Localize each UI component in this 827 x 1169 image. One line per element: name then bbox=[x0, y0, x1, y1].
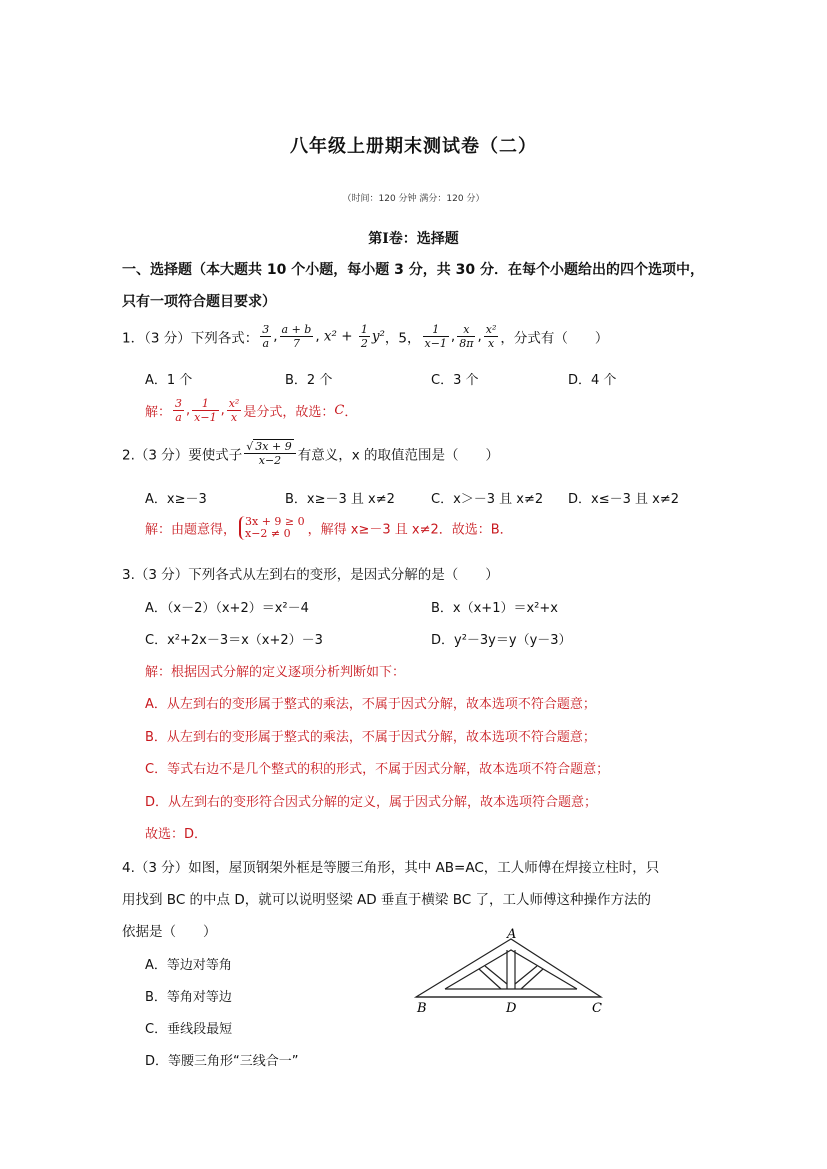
q2-solution: 解：由题意得， 3x + 9 ≥ 0 x−2 ≠ 0 ，解得 x≥－3 且 x≠2．故选：B． bbox=[145, 515, 513, 540]
truss-brace-left bbox=[479, 969, 501, 989]
q3-option-c: C．x²+2x－3＝x（x+2）－3 bbox=[145, 633, 323, 648]
q1-option-c: C．3 个 bbox=[431, 373, 479, 388]
q2-option-a: A．x≥－3 bbox=[145, 492, 207, 507]
q4-option-b: B．等角对等边 bbox=[145, 990, 232, 1005]
q2-option-d: D．x≤－3 且 x≠2 bbox=[568, 492, 679, 507]
exam-info: （时间：120 分钟 满分：120 分） bbox=[342, 194, 485, 204]
q3-option-b: B．x（x+1）＝x²+x bbox=[431, 601, 558, 616]
truss-brace-left-2 bbox=[485, 966, 507, 984]
truss-brace-right-2 bbox=[515, 966, 537, 984]
question-4-stem-line3: 依据是（ ） bbox=[122, 924, 217, 940]
question-3-stem: 3.（3 分）下列各式从左到右的变形，是因式分解的是（ ） bbox=[122, 567, 499, 583]
q3-option-a: A．（x－2）（x+2）＝x²－4 bbox=[145, 601, 309, 616]
truss-inner-rafter bbox=[445, 950, 577, 989]
roof-truss-figure bbox=[405, 928, 620, 1020]
q2-option-c: C．x＞－3 且 x≠2 bbox=[431, 492, 544, 507]
q3-solution-line: D．从左到右的变形符合因式分解的定义，属于因式分解，故本选项符合题意； bbox=[145, 795, 598, 810]
question-4-stem-line2: 用找到 BC 的中点 D，就可以说明竖梁 AD 垂直于横梁 BC 了，工人师傅这种操作方法的 bbox=[122, 892, 651, 908]
point-label-b: B bbox=[417, 1001, 427, 1016]
q1-option-b: B．2 个 bbox=[285, 373, 333, 388]
point-label-a: A bbox=[507, 928, 517, 942]
q3-solution-line: C．等式右边不是几个整式的积的形式，不属于因式分解，故本选项不符合题意； bbox=[145, 762, 610, 777]
q2-option-b: B．x≥－3 且 x≠2 bbox=[285, 492, 395, 507]
section-heading-line2: 只有一项符合题目要求） bbox=[122, 294, 276, 310]
fraction-3-over-a: $\frac{3}{a}$ bbox=[262, 323, 270, 350]
q3-solution-line: B．从左到右的变形属于整式的乘法，不属于因式分解，故本选项不符合题意； bbox=[145, 730, 596, 745]
q1-solution: 解： $\frac{3}{a}$ , $\frac{1}{x-1}$ , $\frac{\text{x²}}{x}$ 是分式，故选：C． bbox=[145, 397, 358, 424]
q4-option-d: D．等腰三角形“三线合一” bbox=[145, 1054, 299, 1069]
q4-option-c: C．垂线段最短 bbox=[145, 1022, 233, 1037]
point-label-d: D bbox=[506, 1001, 517, 1016]
q1-option-a: A．1 个 bbox=[145, 373, 193, 388]
fraction-a-plus-b-over-7: $\frac{a + b}{7}$ bbox=[281, 323, 312, 350]
q3-solution-line: 故选：D． bbox=[145, 827, 208, 842]
q1-option-d: D．4 个 bbox=[568, 373, 617, 388]
q3-solution-line: A．从左到右的变形属于整式的乘法，不属于因式分解，故本选项不符合题意； bbox=[145, 697, 596, 712]
fraction-sqrt-expression: $\frac{√ 3x + 9}{x-2}$ bbox=[244, 440, 295, 467]
volume-heading: 第Ⅰ卷：选择题 bbox=[368, 231, 459, 247]
q4-option-a: A．等边对等角 bbox=[145, 958, 232, 973]
page-title: 八年级上册期末测试卷（二） bbox=[290, 136, 537, 157]
question-2-stem: 2.（3 分）要使式子 $\frac{√ 3x + 9}{x-2}$ 有意义，x 的取值范围是（ ） bbox=[122, 440, 499, 467]
q3-solution-line: 解：根据因式分解的定义逐项分析判断如下： bbox=[145, 665, 406, 680]
truss-brace-right bbox=[521, 969, 543, 989]
truss-outer-triangle bbox=[416, 939, 601, 997]
question-4-stem-line1: 4.（3 分）如图，屋顶钢架外框是等腰三角形，其中 AB=AC，工人师傅在焊接立柱时，只 bbox=[122, 860, 660, 876]
inequality-system: 3x + 9 ≥ 0 x−2 ≠ 0 bbox=[239, 516, 305, 540]
q3-option-d: D．y²－3y＝y（y－3） bbox=[431, 633, 572, 648]
point-label-c: C bbox=[592, 1001, 602, 1016]
question-1-stem: 1．（3 分）下列各式： $\frac{3}{a}$ , $\frac{a + b}{7}$ , x² + $\frac{1}{2}$ y²，5， $\frac{1}{x-1}$ , $\frac{x}{8\pi}$ , $\frac{\text{x²}}{x}$ ，分式有（ ） bbox=[122, 323, 609, 350]
section-heading-line1: 一、选择题（本大题共 10 个小题，每小题 3 分，共 30 分．在每个小题给出的四个选项中， bbox=[122, 262, 704, 278]
